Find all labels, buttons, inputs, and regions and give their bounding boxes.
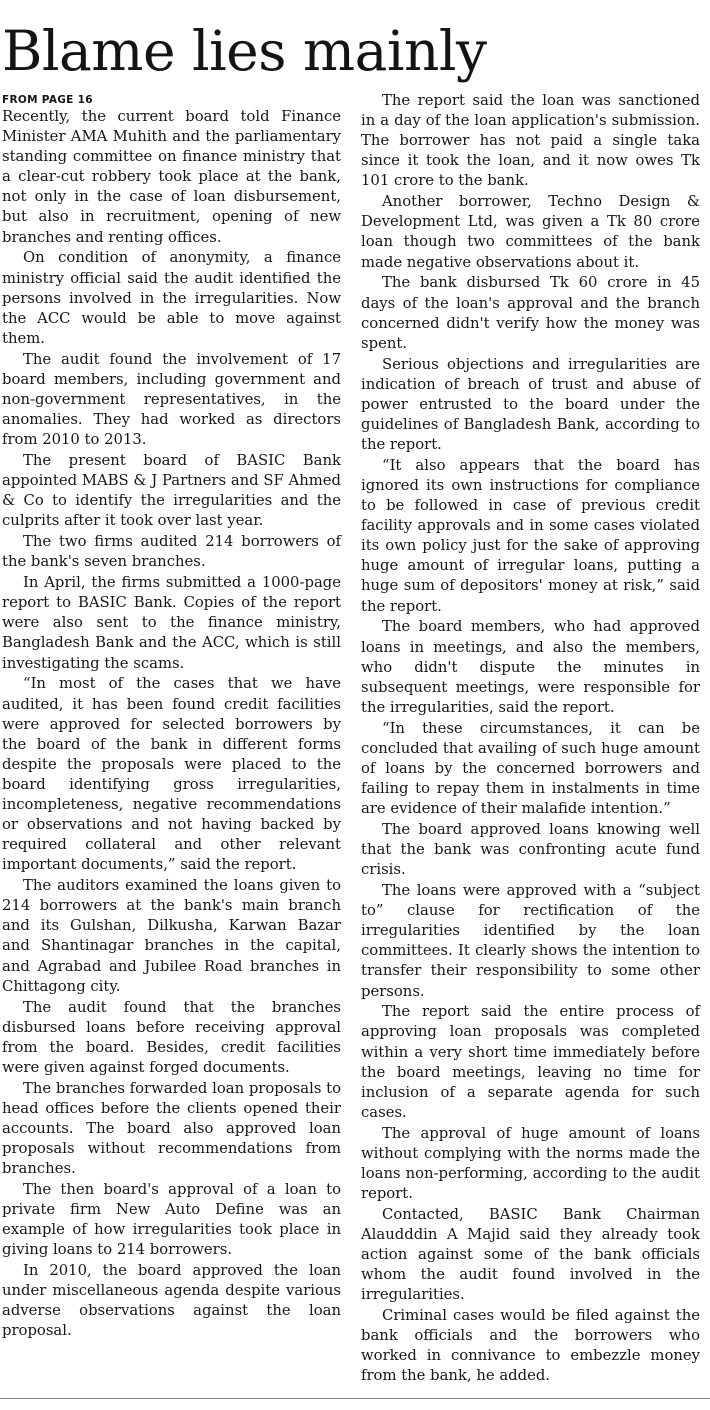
paragraph: Criminal cases would be filed against the bank officials and the borrowers who worked in connivance to embezzle money from the bank, he added. <box>361 1307 700 1385</box>
paragraph: The audit found the involvement of 17 board members, including government and non-government representatives, in the anomalies. They had worked as directors from 2010 to 2013. <box>2 350 341 449</box>
paragraph: The approval of huge amount of loans without complying with the norms made the loans non-performing, according to the audit report. <box>361 1124 700 1203</box>
paragraph: “In most of the cases that we have audited, it has been found credit facilities were approved for selected borrowers by the board of the bank in different forms despite the proposals were placed to the board identifying gross irregularities, incompleteness, negative recommendations or observations and not having backed by required collateral and other relevant important documents,” said the report. <box>2 675 341 874</box>
paragraph: The report said the loan was sanctioned in a day of the loan application's submission. The borrower has not paid a single taka since it took the loan, and it now owes Tk 101 crore to the bank. <box>361 92 700 190</box>
paragraph: “It also appears that the board has ignored its own instructions for compliance to be followed in case of previous credit facility approvals and in some cases violated its own policy just for the sake of approving huge amount of irregular loans, putting a huge sum of depositors' money at risk,” said the report. <box>361 456 700 615</box>
paragraph: The auditors examined the loans given to 214 borrowers at the bank's main branch and its Gulshan, Dilkusha, Karwan Bazar and Shantinagar branches in the capital, and Agrabad and Jubilee Road branches in Chittagong city. <box>2 877 341 995</box>
paragraph: The loans were approved with a “subject to” clause for rectification of the irregularities identified by the loan committees. It clearly shows the intention to transfer their responsibility to some other persons. <box>361 882 700 1000</box>
paragraph: Serious objections and irregularities are indication of breach of trust and abuse of power entrusted to the board under the guidelines of Bangladesh Bank, according to the report. <box>361 355 700 453</box>
paragraph: “In these circumstances, it can be concluded that availing of such huge amount of loans by the concerned borrowers and failing to repay them in instalments in time are evidence of their malafide intention.” <box>361 719 700 818</box>
paragraph: The present board of BASIC Bank appointed MABS & J Partners and SF Ahmed & Co to identify the irregularities and the culprits after it took over last year. <box>2 451 341 530</box>
article-column-right <box>361 91 700 1387</box>
paragraph: Another borrower, Techno Design & Development Ltd, was given a Tk 80 crore loan though two committees of the bank made negative observations about it. <box>361 193 700 271</box>
paragraph: In 2010, the board approved the loan under miscellaneous agenda despite various adverse observations against the loan proposal. <box>2 1262 341 1340</box>
paragraph: The two firms audited 214 borrowers of the bank's seven branches. <box>2 533 341 571</box>
bottom-rule <box>0 1398 710 1399</box>
paragraph: The branches forwarded loan proposals to head offices before the clients opened their accounts. The board also approved loan proposals without recommendations from branches. <box>2 1079 341 1178</box>
paragraph: The audit found that the branches disbursed loans before receiving approval from the board. Besides, credit facilities were given against forged documents. <box>2 998 341 1076</box>
paragraph: The bank disbursed Tk 60 crore in 45 days of the loan's approval and the branch concerned didn't verify how the money was spent. <box>361 274 700 352</box>
paragraph: Contacted, BASIC Bank Chairman Alaudddin A Majid said they already took action against some of the bank officials whom the audit found involved in the irregularities. <box>361 1205 700 1304</box>
paragraph: Recently, the current board told Finance Minister AMA Muhith and the parliamentary standing committee on finance ministry that a clear-cut robbery took place at the bank, not only in the case of loan disbursement, but also in recruitment, opening of new branches and renting offices. <box>2 108 341 246</box>
paragraph: On condition of anonymity, a finance ministry official said the audit identified the persons involved in the irregularities. Now the ACC would be able to move against them. <box>2 249 341 347</box>
paragraph: The board members, who had approved loans in meetings, and also the members, who didn't dispute the minutes in subsequent meetings, were responsible for the irregularities, said the report. <box>361 618 700 716</box>
headline: Blame lies mainly <box>2 19 487 83</box>
continuation-kicker: FROM PAGE 16 <box>2 94 93 106</box>
paragraph: The board approved loans knowing well that the bank was confronting acute fund crisis. <box>361 820 700 879</box>
article-column-left <box>2 90 341 1342</box>
paragraph: The report said the entire process of approving loan proposals was completed within a very short time immediately before the board meetings, leaving no time for inclusion of a separate agenda for such cases. <box>361 1003 700 1121</box>
paragraph: The then board's approval of a loan to private firm New Auto Define was an example of how irregularities took place in giving loans to 214 borrowers. <box>2 1180 341 1259</box>
paragraph: In April, the firms submitted a 1000-page report to BASIC Bank. Copies of the report were also sent to the finance ministry, Bangladesh Bank and the ACC, which is still investigating the scams. <box>2 574 341 672</box>
